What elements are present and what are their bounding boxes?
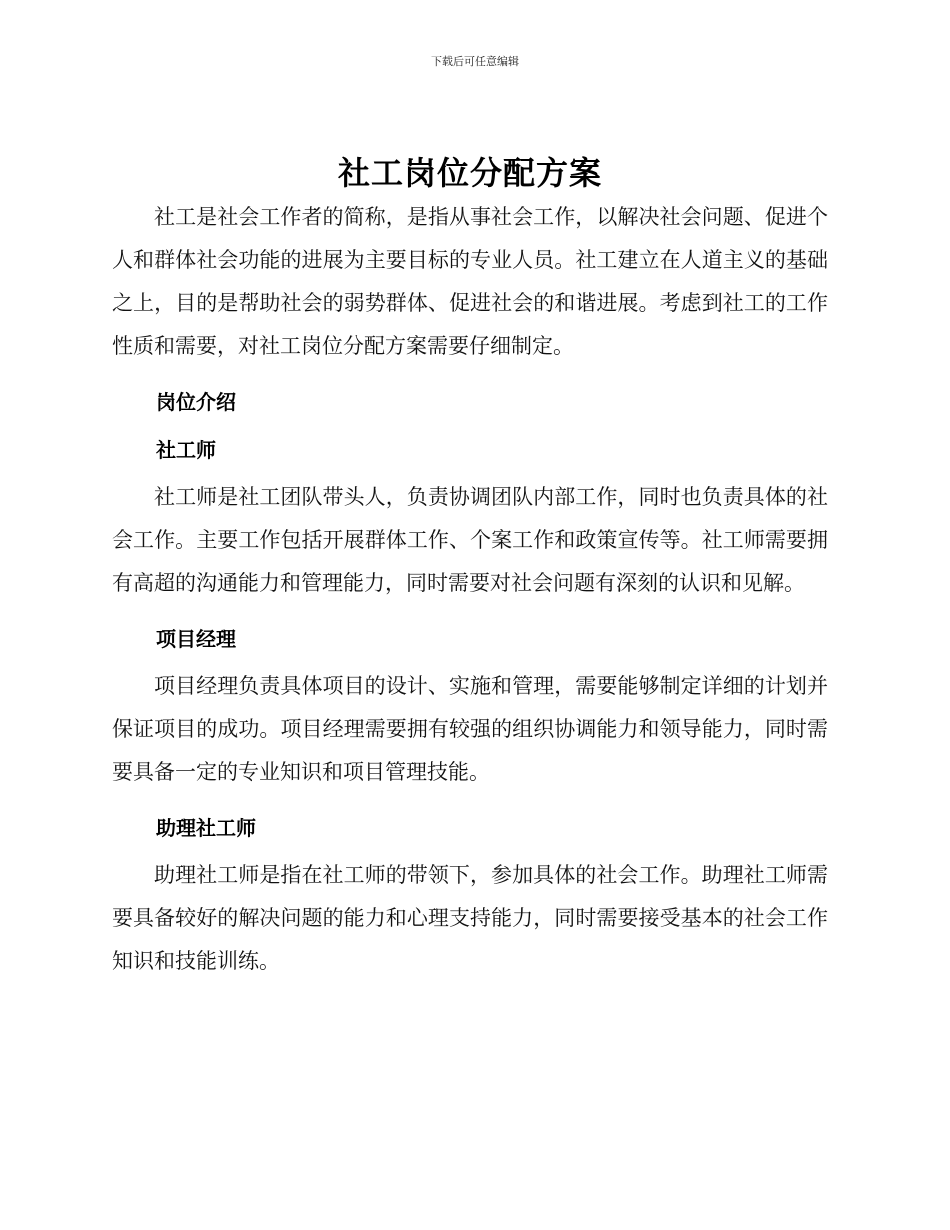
role-heading-assistant-social-worker: 助理社工师 <box>156 816 256 840</box>
role-description-assistant-social-worker: 助理社工师是指在社工师的带领下，参加具体的社会工作。助理社工师需要具备较好的解决问题的能力和心理支持能力，同时需要接受基本的社会工作知识和技能训练。 <box>112 863 828 973</box>
intro-paragraph: 社工是社会工作者的简称，是指从事社会工作，以解决社会问题、促进个人和群体社会功能的进展为主要目标的专业人员。社工建立在人道主义的基础之上，目的是帮助社会的弱势群体、促进社会的和谐进展。考虑到社工的工作性质和需要，对社工岗位分配方案需要仔细制定。 <box>112 205 828 358</box>
role-description-project-manager: 项目经理负责具体项目的设计、实施和管理，需要能够制定详细的计划并保证项目的成功。项目经理需要拥有较强的组织协调能力和领导能力，同时需要具备一定的专业知识和项目管理技能。 <box>112 674 828 784</box>
page-header-note: 下载后可任意编辑 <box>431 55 519 68</box>
role-heading-project-manager: 项目经理 <box>156 627 236 651</box>
role-heading-social-worker: 社工师 <box>156 438 216 462</box>
section-heading: 岗位介绍 <box>156 390 236 414</box>
document-body <box>112 150 828 983</box>
document-title: 社工岗位分配方案 <box>337 154 602 192</box>
role-description-social-worker: 社工师是社工团队带头人，负责协调团队内部工作，同时也负责具体的社会工作。主要工作包括开展群体工作、个案工作和政策宣传等。社工师需要拥有高超的沟通能力和管理能力，同时需要对社会问题有深刻的认识和见解。 <box>112 485 828 595</box>
